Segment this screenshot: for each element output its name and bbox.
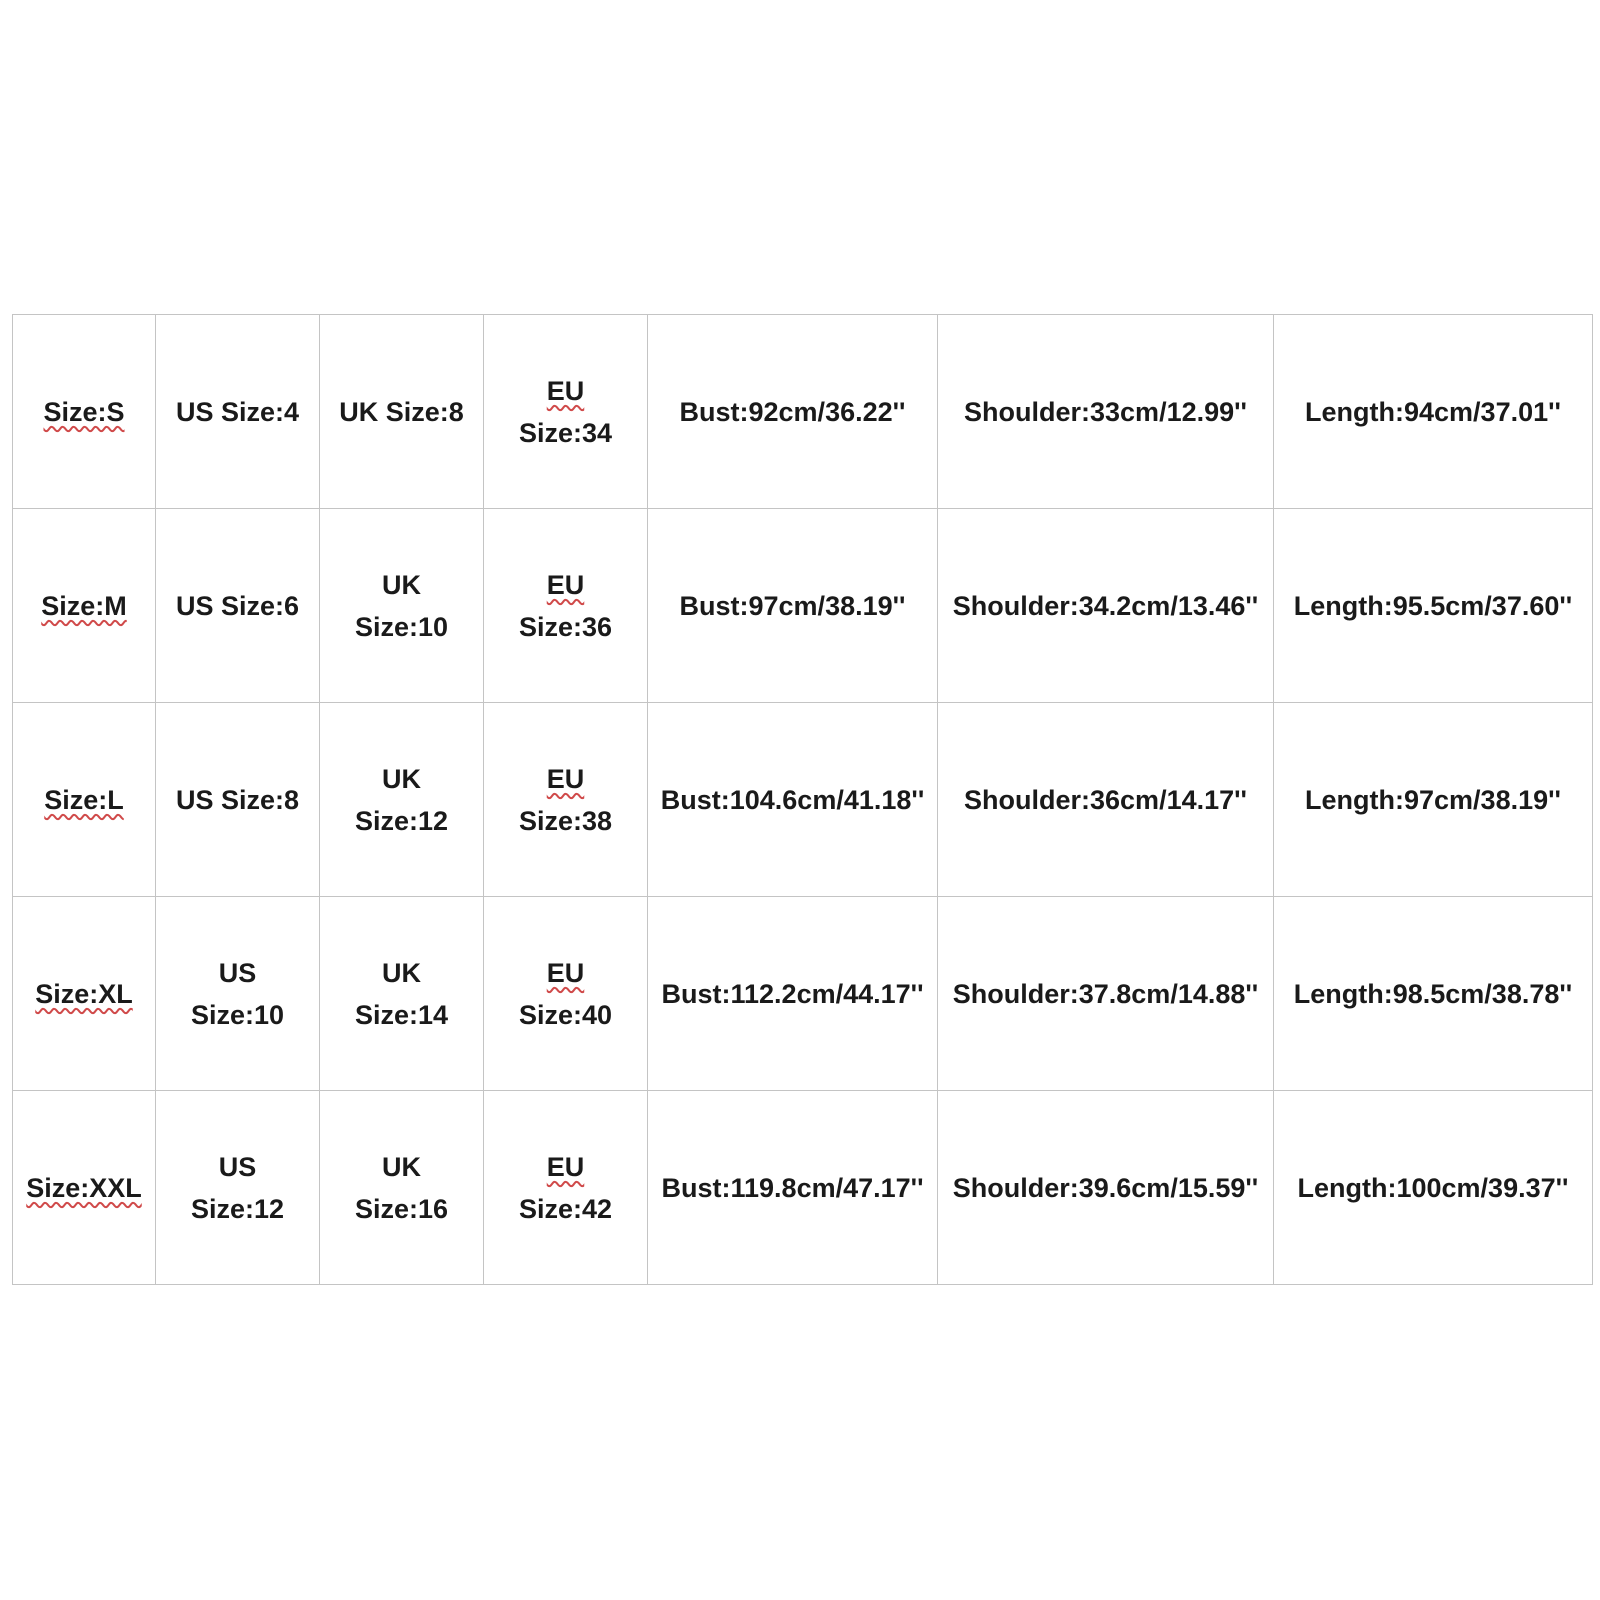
eu-size-cell <box>484 509 648 703</box>
uk-size-cell <box>320 509 484 703</box>
us-size-cell-line: Size:12 <box>190 1193 285 1224</box>
length-cell-text: Length:100cm/39.37'' <box>1297 1172 1569 1203</box>
eu-size-cell-line: Size:38 <box>518 805 613 836</box>
eu-size-cell-line: Size:42 <box>518 1193 613 1224</box>
shoulder-cell <box>938 1091 1274 1285</box>
length-cell <box>1274 897 1593 1091</box>
size-label-cell-text: Size:L <box>44 784 124 815</box>
uk-size-cell-line: UK <box>382 957 421 988</box>
eu-size-cell <box>484 703 648 897</box>
eu-size-cell <box>484 897 648 1091</box>
us-size-cell <box>156 315 320 509</box>
size-label-cell-text: Size:XL <box>35 978 133 1009</box>
size-row <box>13 897 1593 1091</box>
size-label-cell <box>13 509 156 703</box>
shoulder-cell-text: Shoulder:34.2cm/13.46'' <box>952 590 1259 621</box>
size-label-cell-text: Size:M <box>41 590 127 621</box>
shoulder-cell-text: Shoulder:37.8cm/14.88'' <box>952 978 1259 1009</box>
bust-cell <box>648 1091 938 1285</box>
bust-cell-text: Bust:112.2cm/44.17'' <box>661 978 924 1009</box>
eu-size-cell-line: EU <box>546 1151 585 1182</box>
us-size-cell-line: US <box>218 1151 257 1182</box>
eu-size-cell <box>484 1091 648 1285</box>
eu-size-cell-line: EU <box>546 375 585 406</box>
us-size-cell <box>156 897 320 1091</box>
us-size-cell-line: US Size:4 <box>175 396 300 427</box>
uk-size-cell-line: Size:10 <box>354 611 449 642</box>
eu-size-cell-line: Size:34 <box>518 417 613 448</box>
shoulder-cell <box>938 315 1274 509</box>
uk-size-cell-line: Size:12 <box>354 805 449 836</box>
us-size-cell-line: US Size:8 <box>175 784 300 815</box>
size-chart-body <box>13 315 1593 1285</box>
uk-size-cell-line: UK <box>382 569 421 600</box>
size-row <box>13 509 1593 703</box>
bust-cell <box>648 897 938 1091</box>
size-label-cell-text: Size:XXL <box>26 1172 142 1203</box>
eu-size-cell-line: Size:40 <box>518 999 613 1030</box>
length-cell-text: Length:95.5cm/37.60'' <box>1293 590 1573 621</box>
size-label-cell <box>13 897 156 1091</box>
us-size-cell <box>156 1091 320 1285</box>
us-size-cell-line: Size:10 <box>190 999 285 1030</box>
eu-size-cell-line: EU <box>546 569 585 600</box>
bust-cell-text: Bust:92cm/36.22'' <box>679 396 906 427</box>
us-size-cell-line: US Size:6 <box>175 590 300 621</box>
bust-cell-text: Bust:97cm/38.19'' <box>679 590 906 621</box>
shoulder-cell-text: Shoulder:39.6cm/15.59'' <box>952 1172 1259 1203</box>
uk-size-cell-line: UK <box>382 1151 421 1182</box>
size-label-cell-text: Size:S <box>43 396 125 427</box>
bust-cell <box>648 509 938 703</box>
length-cell <box>1274 315 1593 509</box>
length-cell-text: Length:94cm/37.01'' <box>1305 396 1561 427</box>
shoulder-cell-text: Shoulder:33cm/12.99'' <box>964 396 1247 427</box>
size-row <box>13 703 1593 897</box>
uk-size-cell <box>320 1091 484 1285</box>
size-label-cell <box>13 703 156 897</box>
size-row <box>13 315 1593 509</box>
uk-size-cell-line: Size:16 <box>354 1193 449 1224</box>
uk-size-cell-line: UK Size:8 <box>339 396 464 427</box>
size-row <box>13 1091 1593 1285</box>
bust-cell <box>648 315 938 509</box>
bust-cell <box>648 703 938 897</box>
us-size-cell-line: US <box>218 957 257 988</box>
shoulder-cell <box>938 897 1274 1091</box>
uk-size-cell-line: UK <box>382 763 421 794</box>
size-chart-table <box>12 314 1593 1285</box>
shoulder-cell <box>938 703 1274 897</box>
shoulder-cell <box>938 509 1274 703</box>
us-size-cell <box>156 509 320 703</box>
shoulder-cell-text: Shoulder:36cm/14.17'' <box>964 784 1247 815</box>
eu-size-cell-line: EU <box>546 763 585 794</box>
bust-cell-text: Bust:119.8cm/47.17'' <box>661 1172 924 1203</box>
length-cell-text: Length:97cm/38.19'' <box>1305 784 1561 815</box>
length-cell <box>1274 509 1593 703</box>
size-label-cell <box>13 1091 156 1285</box>
eu-size-cell-line: EU <box>546 957 585 988</box>
us-size-cell <box>156 703 320 897</box>
uk-size-cell <box>320 315 484 509</box>
bust-cell-text: Bust:104.6cm/41.18'' <box>660 784 925 815</box>
length-cell <box>1274 703 1593 897</box>
uk-size-cell <box>320 703 484 897</box>
eu-size-cell <box>484 315 648 509</box>
uk-size-cell <box>320 897 484 1091</box>
size-label-cell <box>13 315 156 509</box>
uk-size-cell-line: Size:14 <box>354 999 449 1030</box>
length-cell-text: Length:98.5cm/38.78'' <box>1293 978 1573 1009</box>
length-cell <box>1274 1091 1593 1285</box>
eu-size-cell-line: Size:36 <box>518 611 613 642</box>
